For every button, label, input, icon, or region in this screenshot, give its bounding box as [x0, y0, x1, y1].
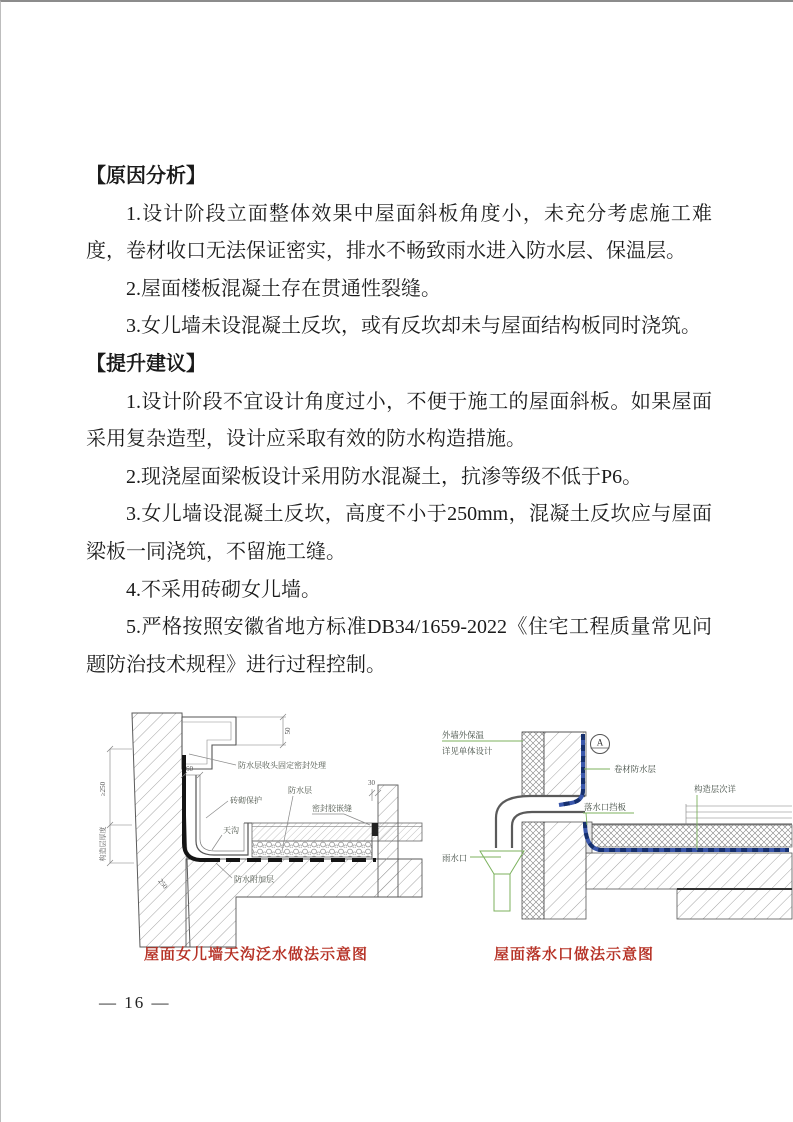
- roof-layers-section: [586, 804, 792, 919]
- label-waterproof-layer: 防水层: [288, 786, 312, 795]
- label-gutter: 天沟: [223, 826, 239, 835]
- label-extra-waterproof-layer: 防水附加层: [234, 875, 274, 884]
- detail-marker-A: [591, 735, 610, 754]
- dim-30: 30: [368, 779, 375, 787]
- heading-cause-analysis: 【原因分析】: [86, 165, 206, 187]
- exterior-wall-section: [522, 732, 586, 919]
- label-exterior-insulation-line1: 外墙外保温: [442, 731, 484, 740]
- roof-slab: [586, 853, 792, 889]
- cause-item-1: 1.设计阶段立面整体效果中屋面斜板角度小，未充分考虑施工难度，卷材收口无法保证密实，排水不畅致雨水进入防水层、保温层。: [86, 202, 712, 263]
- suggestion-item-1: 1.设计阶段不宜设计角度过小，不便于施工的屋面斜板。如果屋面采用复杂造型，设计应采取有效的防水构造措施。: [86, 390, 712, 451]
- coping-cap: [182, 717, 236, 769]
- label-drain-baffle: 落水口挡板: [584, 803, 626, 812]
- right-figure-caption: 屋面落水口做法示意图: [493, 947, 654, 963]
- main-text: [86, 158, 712, 684]
- label-brick-protection: 砖砌保护: [230, 796, 262, 805]
- label-rain-outlet: 雨水口: [442, 854, 468, 863]
- label-construction-layers: 构造层次详: [694, 785, 736, 794]
- suggestion-item-5: 5.严格按照安徽省地方标准DB34/1659-2022《住宅工程质量常见问题防治技术规程》进行过程控制。: [86, 616, 712, 676]
- dim-wall-250: 250: [156, 877, 170, 891]
- dim-ge250: ≥250: [99, 781, 107, 797]
- label-sealant-joint: 密封胶嵌缝: [312, 804, 352, 813]
- rain-outlet-funnel: [480, 851, 524, 911]
- page-number: — 16 —: [99, 993, 171, 1012]
- suggestion-item-3: 3.女儿墙设混凝土反坎，高度不小于250mm，混凝土反坎应与屋面梁板一同浇筑，不留施工缝。: [86, 503, 712, 563]
- label-membrane-head-seal: 防水层收头固定密封处理: [238, 761, 326, 770]
- dim-50: 50: [284, 727, 292, 735]
- insulation-layer: [252, 841, 372, 857]
- dim-60: 60: [186, 765, 193, 773]
- suggestion-item-2: 2.现浇屋面梁板设计采用防水混凝土，抗渗等级不低于P6。: [126, 465, 643, 488]
- cause-item-3: 3.女儿墙未设混凝土反坎，或有反坎却未与屋面结构板同时浇筑。: [126, 315, 701, 338]
- dim-layer-thickness: 构造层厚度: [99, 826, 107, 862]
- figure-parapet-gutter-diagram: [86, 701, 426, 949]
- heading-improvement-suggestions: 【提升建议】: [86, 352, 206, 375]
- cause-item-2: 2.屋面楼板混凝土存在贯通性裂缝。: [126, 277, 441, 300]
- label-membrane-waterproof-layer: 卷材防水层: [614, 765, 656, 774]
- gutter-channel: [196, 775, 252, 855]
- detail-marker-letter: A: [596, 737, 604, 748]
- suggestion-item-4: 4.不采用砖砌女儿墙。: [126, 578, 321, 601]
- label-exterior-insulation-line2: 详见单体设计: [442, 747, 493, 756]
- left-figure-caption: 屋面女儿墙天沟泛水做法示意图: [143, 947, 368, 963]
- figure-roof-drain-diagram: [434, 704, 793, 944]
